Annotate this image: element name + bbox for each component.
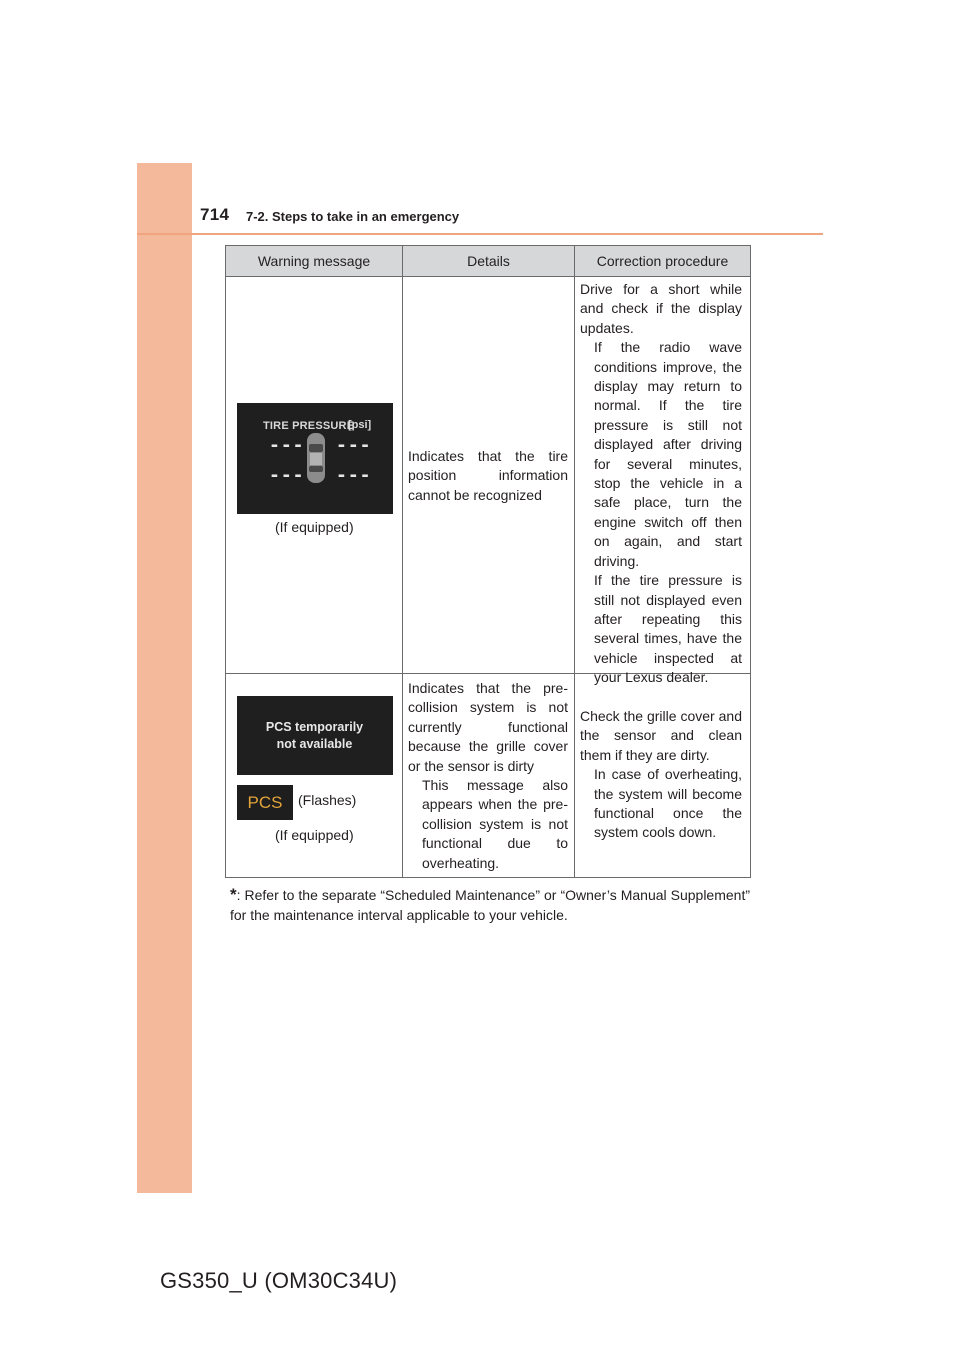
correction-procedure [580, 707, 742, 843]
details-note: This message also appears when the pre-collision system is not functional due to overheating. [422, 777, 568, 871]
page-number: 714 [200, 205, 230, 224]
table-header-row [226, 246, 750, 277]
tire-pressure-unit: [psi] [348, 419, 372, 431]
correction-main-text: Drive for a short while and check if the display updates. [580, 281, 742, 336]
column-divider [574, 246, 575, 877]
tire-value-front-right: --- [336, 435, 372, 456]
column-header-warning-message: Warning message [257, 253, 371, 269]
column-header-correction-procedure: Correction procedure [596, 253, 729, 269]
footnote-marker: * [230, 885, 237, 904]
section-title: 7-2. Steps to take in an emergency [246, 209, 460, 224]
warning-message-table [225, 245, 751, 878]
pcs-display-image [237, 696, 393, 775]
pcs-warning-light-icon: PCS [237, 785, 293, 820]
details-text: Indicates that the tire position information cannot be recognized [408, 448, 568, 503]
pcs-message-line2: not available [276, 737, 353, 751]
page-header [200, 205, 830, 235]
footnote [230, 885, 750, 925]
chapter-side-tab [137, 163, 192, 1193]
header-divider [137, 233, 823, 235]
details-main-text: Indicates that the pre-collision system is not currently functional because the grille cover or the sensor is dirty [408, 680, 568, 774]
tire-value-rear-left: --- [269, 465, 305, 486]
car-top-view-icon [305, 432, 327, 484]
tire-value-front-left: --- [269, 435, 305, 456]
page-footer-model-code: GS350_U (OM30C34U) [160, 1268, 398, 1293]
footnote-text: : Refer to the separate “Scheduled Maintenance” or “Owner’s Manual Supplement” for the maintenance interval applicable to your vehicle. [230, 887, 750, 923]
correction-main-text: Check the grille cover and the sensor and clean them if they are dirty. [580, 708, 742, 763]
column-divider [402, 246, 403, 877]
flashes-caption: (Flashes) [298, 792, 357, 808]
display-caption: (If equipped) [275, 827, 354, 843]
pcs-message-line1: PCS temporarily [265, 720, 364, 734]
tire-value-rear-right: --- [336, 465, 372, 486]
correction-note: If the radio wave conditions improve, the display may return to normal. If the tire pressure is still not displayed after driving for several minutes, stop the vehicle in a safe place, turn the engine switch off then on again, and start driving. [594, 339, 742, 569]
details-text [408, 679, 568, 873]
tire-pressure-display-image [237, 403, 393, 514]
correction-note: If the tire pressure is still not displayed even after repeating this several times, have the vehicle inspected at your Lexus dealer. [594, 572, 742, 686]
tire-pressure-title: TIRE PRESSURE [263, 420, 355, 432]
correction-note: In case of overheating, the system will become functional once the system cools down. [594, 766, 742, 841]
column-header-details: Details [467, 253, 510, 269]
display-caption: (If equipped) [275, 519, 354, 535]
correction-procedure [580, 280, 742, 688]
